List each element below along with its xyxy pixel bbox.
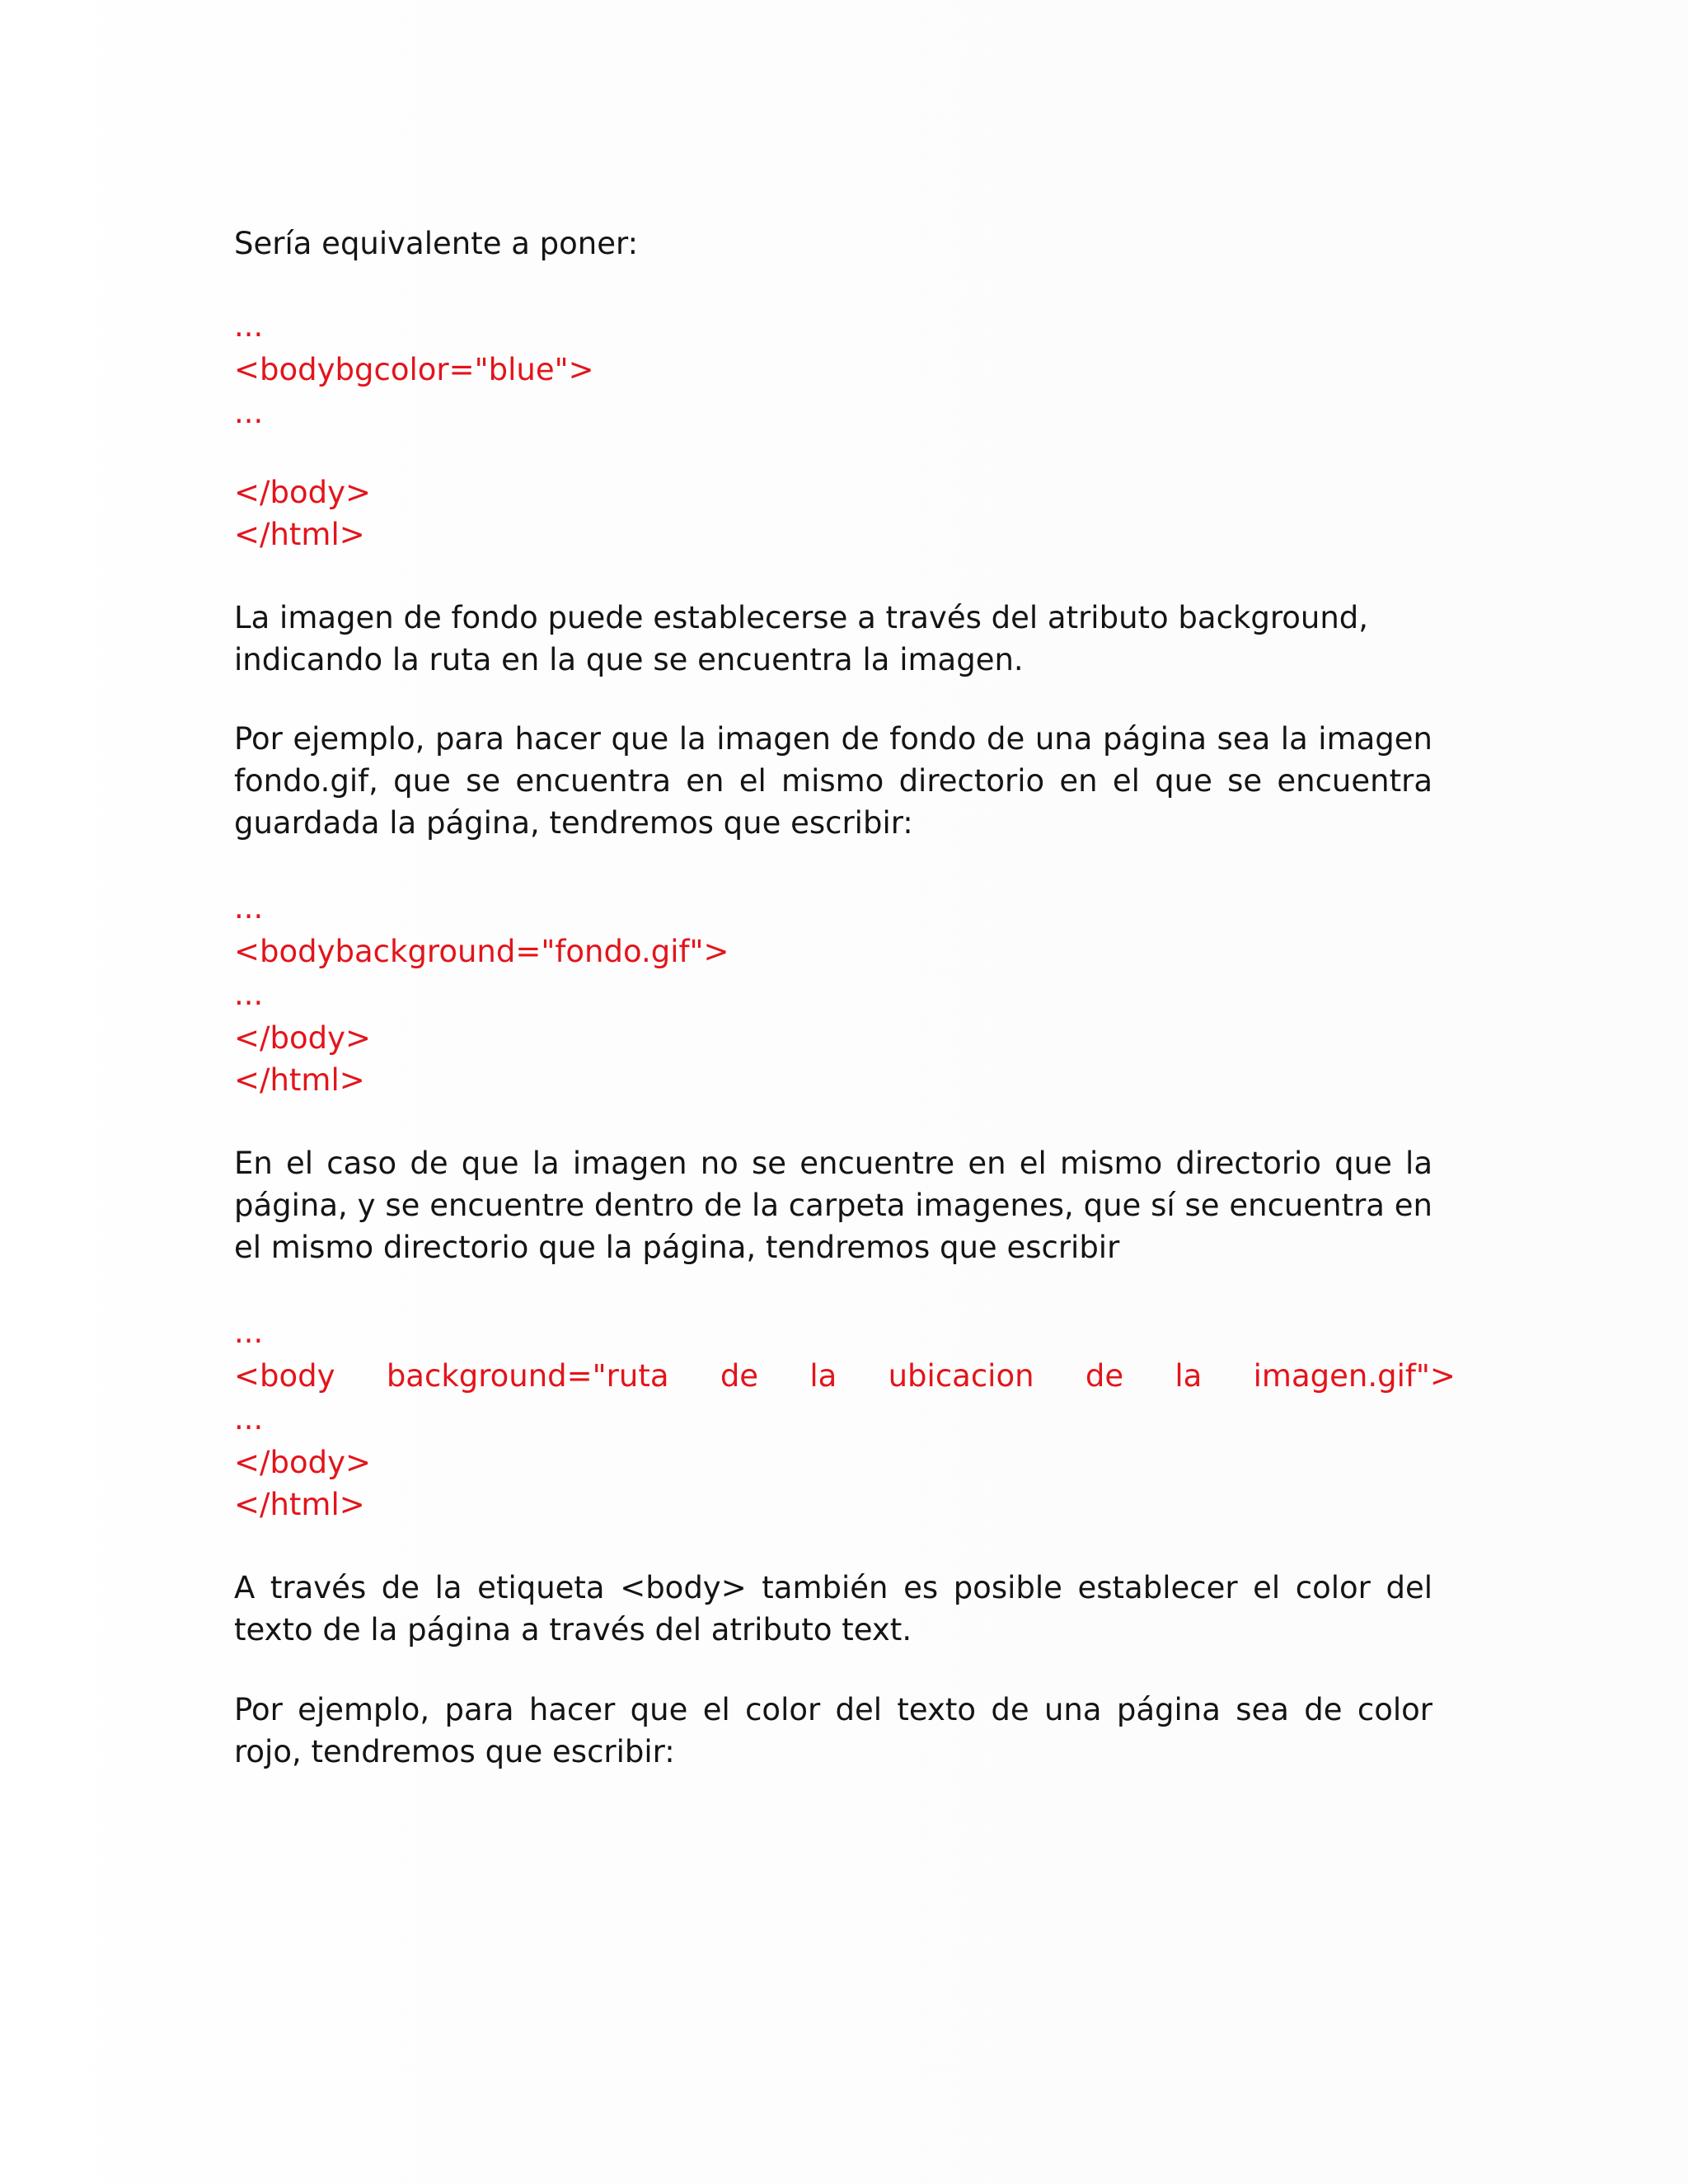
code-word: ubicacion	[888, 1358, 1034, 1394]
code-word: de	[720, 1358, 759, 1394]
code-line: ...	[234, 308, 264, 344]
code-line: <bodybgcolor="blue">	[234, 352, 594, 387]
code-line: <bodybackground="fondo.gif">	[234, 934, 729, 969]
code-word: la	[1175, 1358, 1203, 1394]
code-line: ...	[234, 977, 264, 1012]
intro-text: Sería equivalente a poner:	[234, 226, 639, 261]
code-block-background	[234, 886, 1432, 1101]
code-line: </html>	[234, 517, 365, 552]
code-line: ...	[234, 1315, 264, 1350]
code-line: </html>	[234, 1487, 365, 1522]
code-line-spread	[234, 1355, 1456, 1397]
code-line: </body>	[234, 1020, 371, 1056]
paragraph-text-example: Por ejemplo, para hacer que el color del texto de una página sea de color rojo, tendremos que escribir:	[234, 1692, 1432, 1769]
code-word: de	[1085, 1358, 1124, 1394]
paragraph-imagenes-folder: En el caso de que la imagen no se encuentre en el mismo directorio que la página, y se encuentre dentro de la carpeta imagenes, que sí se encuentra en el mismo directorio que la página, tendremos que escribir	[234, 1146, 1432, 1265]
paragraph-background-example: Por ejemplo, para hacer que la imagen de fondo de una página sea la imagen fondo.gif, que se encuentra en el mismo directorio en el que se encuentra guardada la página, tendremos que escribir:	[234, 721, 1432, 841]
code-word: la	[809, 1358, 837, 1394]
paragraph-background-attribute: La imagen de fondo puede establecerse a través del atributo background, indicando la ruta en la que se encuentra la imagen.	[234, 600, 1369, 677]
paragraph-text-attribute: A través de la etiqueta <body> también es posible establecer el color del texto de la página a través del atributo text.	[234, 1570, 1432, 1647]
code-word: imagen.gif">	[1253, 1358, 1456, 1394]
code-line: ...	[234, 1401, 264, 1436]
code-word: background="ruta	[386, 1358, 669, 1394]
code-word: <body	[234, 1358, 335, 1394]
code-line: ...	[234, 890, 264, 926]
document-content	[234, 223, 1456, 1773]
code-line: </body>	[234, 1445, 371, 1480]
code-block-bgcolor	[234, 304, 1432, 555]
code-line: </body>	[234, 475, 371, 510]
code-block-ruta	[234, 1310, 1456, 1526]
code-line: ...	[234, 395, 264, 430]
code-line: </html>	[234, 1062, 365, 1098]
